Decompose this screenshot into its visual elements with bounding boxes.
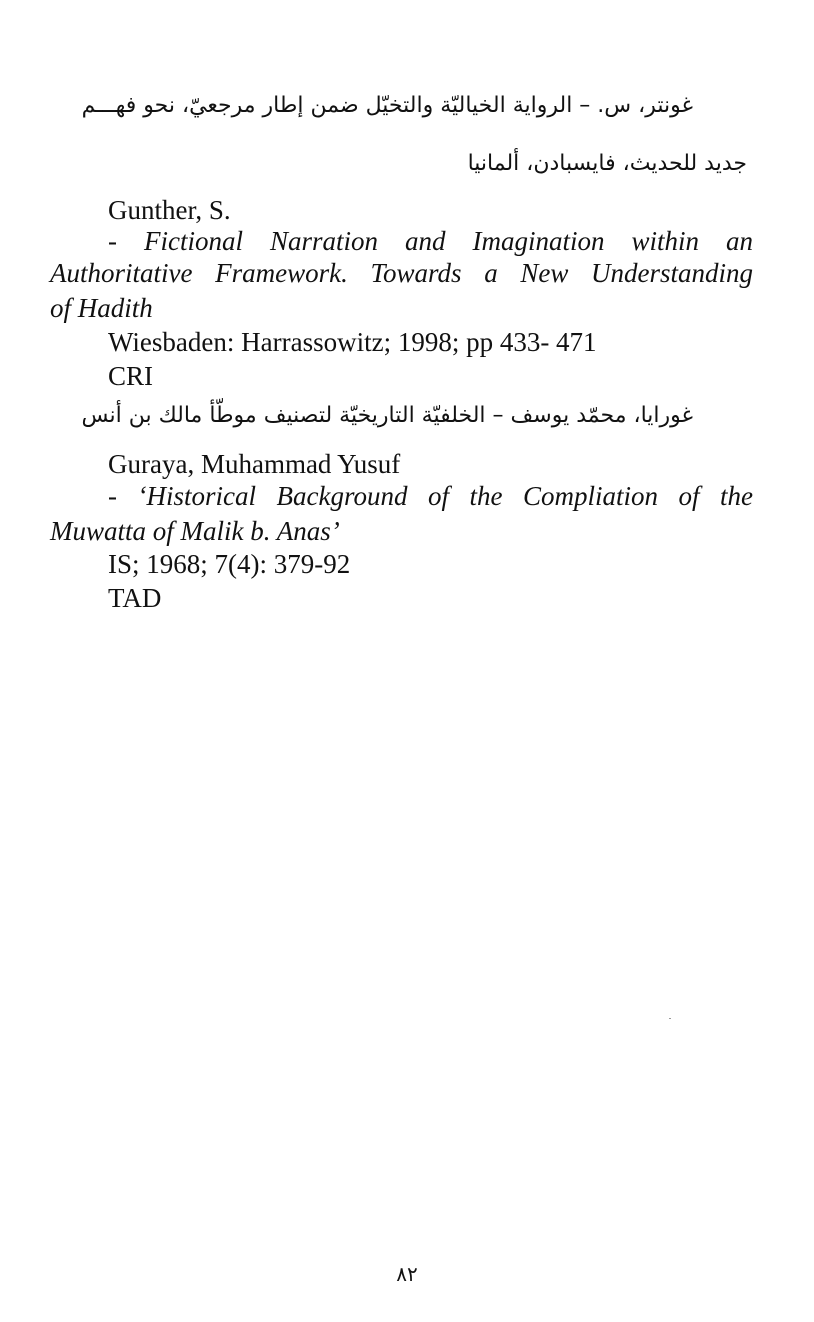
entry-1-title-line-1: - Fictional Narration and Imagination within an	[108, 226, 753, 256]
entry-1-code: CRI	[108, 361, 154, 391]
entry-1-author: Gunther, S.	[108, 195, 231, 225]
entry-1-arabic-line-1: غونتر، س. – الرواية الخياليّة والتخيّل ضمن إطار مرجعيّ، نحو فهـــم	[81, 93, 693, 118]
page-number: ٨٢	[396, 1262, 418, 1286]
entry-2-arabic-line-1: غورايا، محمّد يوسف – الخلفيّة التاريخيّة لتصنيف موطّأ مالك بن أنس	[81, 403, 693, 428]
entry-1-title-line-3: of Hadith	[50, 293, 153, 323]
entry-1-title-line-2: Authoritative Framework. Towards a New Understanding	[50, 258, 753, 288]
entry-1-publication: Wiesbaden: Harrassowitz; 1998; pp 433- 471	[108, 327, 597, 357]
entry-2-title-line-1: - ‘Historical Background of the Compliation of the	[108, 481, 753, 511]
entry-2-publication: IS; 1968; 7(4): 379-92	[108, 549, 351, 579]
entry-1-arabic-line-2: جديد للحديث، فايسبادن، ألمانيا	[467, 151, 747, 176]
scan-speck	[669, 1018, 671, 1019]
entry-2-author: Guraya, Muhammad Yusuf	[108, 449, 401, 479]
entry-2-code: TAD	[108, 583, 162, 613]
entry-2-title-line-2: Muwatta of Malik b. Anas’	[50, 516, 340, 546]
